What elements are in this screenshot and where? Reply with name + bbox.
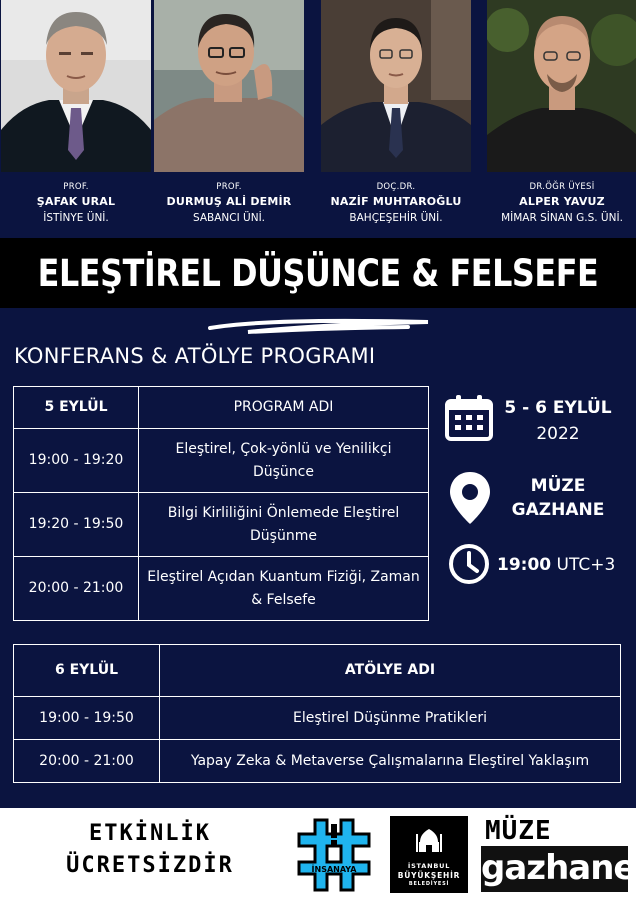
venue-line-2: GAZHANE — [511, 500, 605, 520]
brush-stroke-divider — [208, 316, 430, 336]
session-time: 19:20 - 19:50 — [14, 493, 139, 557]
speaker-2-name: DURMUŞ ALİ DEMİR — [166, 195, 292, 208]
location-pin-icon — [447, 470, 493, 526]
muze-gazhane-logo-top: MÜZE — [485, 816, 552, 846]
event-date-range: 5 - 6 EYLÜL — [504, 398, 612, 418]
calendar-icon — [444, 393, 494, 443]
table-row — [14, 740, 621, 783]
free-line-1: ETKİNLİK — [89, 821, 211, 846]
speaker-3 — [321, 0, 471, 238]
main-title: ELEŞTİREL DÜŞÜNCE & FELSEFE — [37, 251, 599, 295]
speaker-4-title: DR.ÖĞR ÜYESİ — [529, 182, 595, 192]
ibb-mosque-icon — [414, 826, 444, 856]
table-header-row — [14, 387, 429, 429]
speaker-4-university: MİMAR SİNAN G.S. ÜNİ. — [501, 212, 623, 224]
event-time — [497, 555, 627, 575]
speaker-1-name: ŞAFAK URAL — [36, 195, 116, 208]
ibb-logo — [390, 816, 468, 893]
table-row — [14, 493, 429, 557]
muze-gazhane-logo-bottom: gazhane — [481, 846, 628, 892]
workshop-name-header: ATÖLYE ADI — [160, 645, 621, 697]
session-name: Eleştirel, Çok-yönlü ve Yenilikçi Düşünce — [139, 429, 429, 493]
title-band — [0, 238, 636, 308]
speakers-row — [0, 0, 636, 238]
table-header-row — [14, 645, 621, 697]
workshop-time: 19:00 - 19:50 — [14, 697, 160, 740]
speaker-4-name: ALPER YAVUZ — [519, 195, 605, 208]
speaker-1 — [1, 0, 151, 238]
insanaya-logo-text: İNSANAYA — [311, 865, 357, 874]
session-time: 19:00 - 19:20 — [14, 429, 139, 493]
ibb-logo-line-1: İSTANBUL — [407, 862, 451, 870]
speaker-2-photo — [154, 0, 304, 172]
speaker-4-photo — [487, 0, 636, 172]
venue-line-1: MÜZE — [530, 476, 586, 496]
conference-table — [13, 386, 429, 621]
speaker-2-university: SABANCI ÜNİ. — [192, 212, 266, 224]
speaker-3-title: DOÇ.DR. — [376, 182, 416, 192]
conference-day-header: 5 EYLÜL — [14, 387, 139, 429]
table-row — [14, 697, 621, 740]
speaker-2 — [154, 0, 304, 238]
workshop-name: Yapay Zeka & Metaverse Çalışmalarına Eleştirel Yaklaşım — [160, 740, 621, 783]
workshop-name: Eleştirel Düşünme Pratikleri — [160, 697, 621, 740]
session-time: 20:00 - 21:00 — [14, 557, 139, 621]
speaker-1-university: İSTİNYE ÜNİ. — [43, 212, 109, 224]
program-subtitle: KONFERANS & ATÖLYE PROGRAMI — [14, 344, 376, 368]
workshop-time: 20:00 - 21:00 — [14, 740, 160, 783]
insanaya-logo — [295, 816, 373, 894]
event-year: 2022 — [536, 424, 580, 444]
speaker-3-name: NAZİF MUHTAROĞLU — [330, 195, 462, 208]
free-line-2: ÜCRETSİZDİR — [66, 853, 234, 878]
workshop-table — [13, 644, 621, 783]
event-time-zone: UTC+3 — [556, 555, 616, 575]
ibb-logo-line-2: BÜYÜKŞEHİR — [397, 871, 461, 880]
free-event-notice — [30, 818, 270, 882]
speaker-1-photo — [1, 0, 151, 172]
muze-gazhane-logo — [481, 816, 636, 893]
speaker-3-photo — [321, 0, 471, 172]
session-name: Bilgi Kirliliğini Önlemede Eleştirel Düşünme — [139, 493, 429, 557]
table-row — [14, 429, 429, 493]
table-row — [14, 557, 429, 621]
session-name: Eleştirel Açıdan Kuantum Fiziği, Zaman & Felsefe — [139, 557, 429, 621]
clock-icon — [447, 542, 491, 586]
conference-name-header: PROGRAM ADI — [139, 387, 429, 429]
workshop-day-header: 6 EYLÜL — [14, 645, 160, 697]
speaker-1-title: PROF. — [63, 182, 89, 192]
ibb-logo-line-3: BELEDİYESİ — [408, 881, 450, 887]
speaker-2-title: PROF. — [216, 182, 242, 192]
event-time-value: 19:00 — [497, 555, 552, 575]
speaker-3-university: BAHÇEŞEHİR ÜNİ. — [349, 212, 443, 224]
speaker-4 — [487, 0, 636, 238]
